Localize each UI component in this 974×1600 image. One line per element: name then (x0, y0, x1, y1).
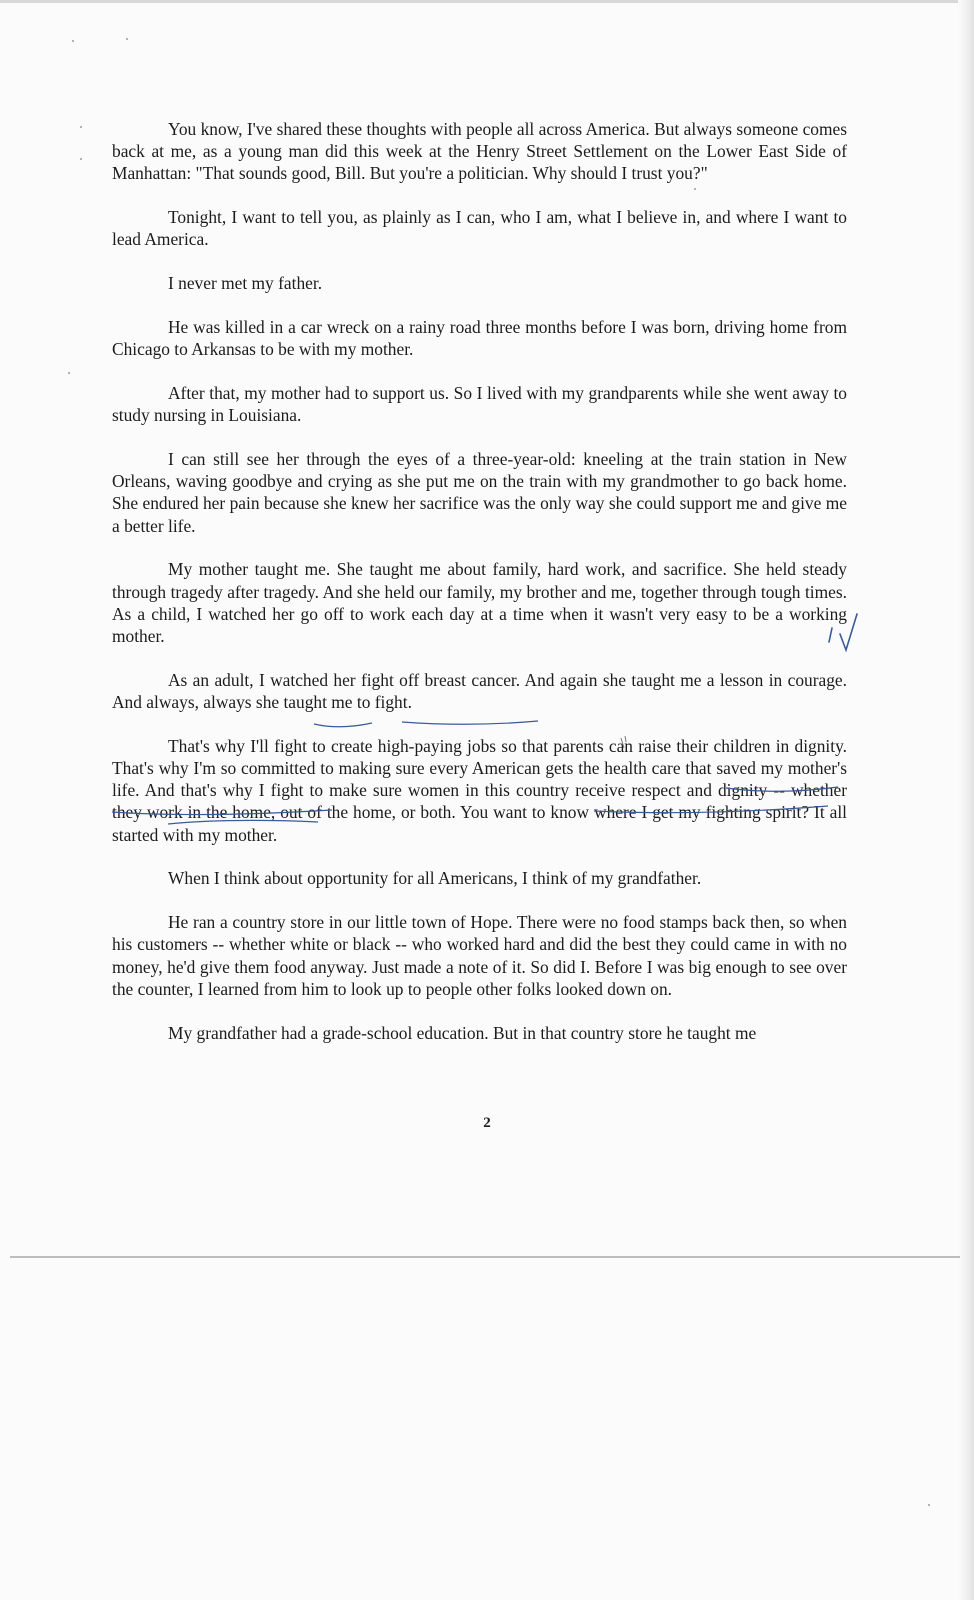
strike-respect-and-dignity (168, 820, 318, 824)
paragraph: I can still see her through the eyes of a three-year-old: kneeling at the train station in New Orleans, waving goodbye and crying as she put me on the train with my grandmother to go back home. She endured her pain because she knew her sacrifice was the only way she could support me and give me a better life. (112, 449, 847, 536)
paragraph: When I think about opportunity for all Americans, I think of my grandfather. (168, 868, 702, 889)
margin-check-mark (829, 614, 857, 650)
ink-mark-parents (621, 736, 626, 748)
paragraph: Tonight, I want to tell you, as plainly as I can, who I am, what I believe in, and where I want to lead America. (112, 207, 847, 250)
underline-the-health-care (726, 787, 838, 791)
underline-always-she-taught-me-to-fight (314, 721, 538, 727)
page-number: 2 (483, 1115, 491, 1131)
underline-that-saved-my-mothers-life (112, 810, 332, 815)
paragraph: My grandfather had a grade-school education. But in that country store he taught me (168, 1022, 757, 1043)
sheet-bottom-edge (10, 1256, 960, 1258)
paragraph: You know, I've shared these thoughts with people all across America. But always someone comes back at me, as a young man did this week at the Henry Street Settlement on the Lower East Side of Manhattan: "That sounds good, Bill. But you're a politician. Why should I trust you?" (112, 119, 847, 184)
paragraph: After that, my mother had to support us. So I lived with my grandparents while she went away to study nursing in Louisiana. (112, 383, 847, 426)
paragraph: My mother taught me. She taught me about family, hard work, and sacrifice. She held steady through tragedy after tragedy. And she held our family, my brother and me, together through tough times. As a child, I watched her go off to work each day at a time when it wasn't very easy to be a working mother. (112, 559, 847, 647)
paragraph: He was killed in a car wreck on a rainy road three months before I was born, driving home from Chicago to Arkansas to be with my mother. (112, 317, 847, 360)
paragraph: I never met my father. (168, 273, 323, 294)
paragraph: He ran a country store in our little town of Hope. There were no food stamps back then, so when his customers -- whether white or black -- who worked hard and did the best they could came in with no money, he'd give them food anyway. Just made a note of it. So did I. Before I was big enough to see over the counter, I learned from him to look up to people other folks looked down on. (112, 912, 847, 999)
paragraph: That's why I'll fight to create high-paying jobs so that parents can raise their children in dignity. That's why I'm so committed to making sure every American gets the health care that saved my mother's life. And that's why I fight to make sure women in this country receive respect and dignity -- whether they work in the home, out of the home, or both. You want to know where I get my fighting spirit? It all started with my mother. (112, 735, 847, 845)
underline-women-in-this-country (594, 806, 828, 813)
paragraph: As an adult, I watched her fight off breast cancer. And again she taught me a lesson in courage. And always, always she taught me to fight. (112, 669, 847, 713)
